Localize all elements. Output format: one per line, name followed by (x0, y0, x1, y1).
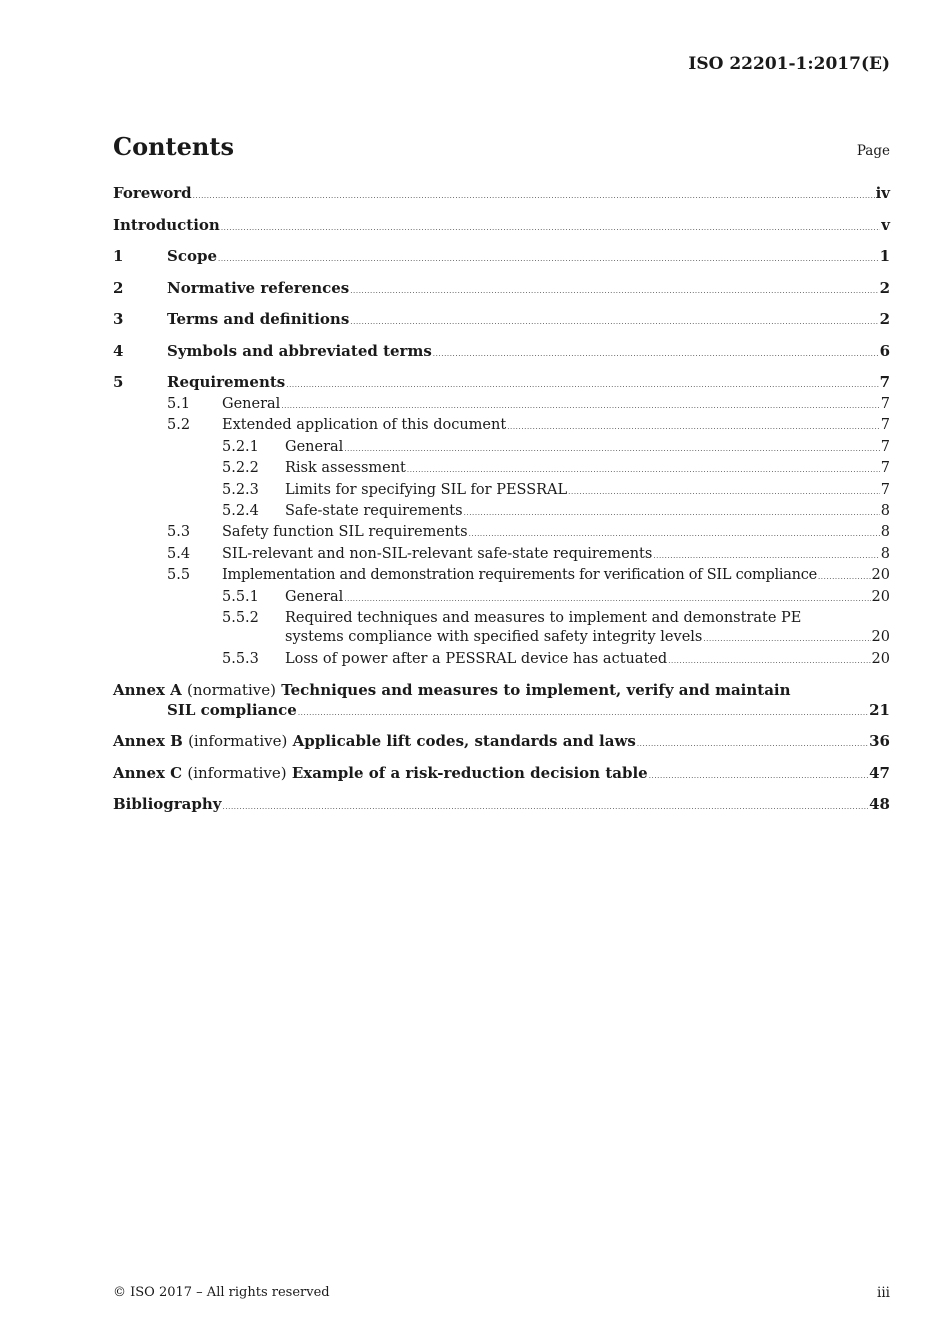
toc-number: 5.5 (167, 567, 191, 584)
toc-entry-5-2[interactable] (113, 416, 890, 437)
annex-label: Annex B (113, 732, 183, 751)
dot-leader (407, 461, 880, 480)
toc-number: 5.5.3 (222, 650, 259, 667)
toc-entry-5-5[interactable] (113, 566, 890, 587)
toc-page: 7 (879, 373, 890, 391)
toc-title: Terms and definitions (167, 310, 350, 328)
toc-title: Loss of power after a PESSRAL device has actuated (285, 650, 668, 667)
toc-title: Safety function SIL requirements (222, 524, 468, 541)
toc-entry-5-2-2[interactable] (113, 459, 890, 480)
dot-leader (637, 734, 868, 754)
dot-leader (703, 630, 870, 649)
dot-leader (218, 249, 879, 269)
toc-page: 20 (871, 650, 890, 667)
toc-number: 5.5.1 (222, 588, 259, 605)
copyright-notice: © ISO 2017 – All rights reserved (113, 1285, 330, 1300)
dot-leader (649, 766, 868, 786)
annex-title-line1: Techniques and measures to implement, verify and maintain (281, 680, 791, 699)
toc-page: 20 (871, 588, 890, 605)
toc-title: Introduction (113, 215, 220, 234)
toc-entry-bibliography[interactable] (113, 794, 890, 817)
toc-number: 5.1 (167, 396, 191, 412)
toc-page: 8 (880, 503, 890, 520)
dot-leader (464, 504, 880, 523)
dot-leader (350, 312, 878, 332)
dot-leader (344, 590, 870, 609)
toc-page: 2 (879, 278, 890, 297)
contents-title: Contents (113, 132, 234, 161)
dot-leader (818, 568, 871, 587)
toc-page: 2 (879, 310, 890, 328)
annex-title: Example of a risk-reduction decision table (291, 763, 648, 782)
toc-title: Symbols and abbreviated terms (167, 341, 432, 360)
dot-leader (507, 418, 880, 437)
toc-entry-5-2-3[interactable] (113, 481, 890, 502)
toc-title: Extended application of this document (222, 417, 507, 434)
annex-label: Annex A (113, 680, 182, 699)
toc-entry-5-1[interactable] (113, 395, 890, 416)
toc-number: 4 (113, 341, 124, 360)
toc-title: Foreword (113, 184, 192, 202)
table-of-contents (113, 183, 890, 817)
toc-title: General (285, 588, 344, 605)
toc-number: 5.4 (167, 545, 191, 562)
toc-title: Implementation and demonstration requirements for verification of SIL compliance (222, 567, 817, 584)
toc-title: Bibliography (113, 795, 222, 814)
toc-page: 7 (880, 438, 890, 455)
toc-number: 5 (113, 373, 124, 391)
annex-type: (normative) (187, 680, 276, 699)
toc-page: 21 (869, 700, 890, 719)
dot-leader (433, 344, 879, 364)
toc-page: 48 (869, 795, 890, 814)
toc-title: Limits for specifying SIL for PESSRAL (285, 481, 568, 498)
dot-leader (281, 397, 879, 416)
dot-leader (568, 483, 880, 502)
toc-number: 5.5.2 (222, 610, 259, 627)
toc-page: 7 (880, 417, 890, 434)
toc-entry-requirements[interactable] (113, 372, 890, 395)
toc-title-line2: systems compliance with specified safety integrity levels (285, 629, 703, 646)
toc-page: 36 (869, 732, 890, 751)
toc-title: Risk assessment (285, 460, 406, 477)
toc-number: 5.2.3 (222, 481, 259, 498)
toc-number: 5.3 (167, 524, 191, 541)
toc-entry-5-2-4[interactable] (113, 502, 890, 523)
document-id: ISO 22201-1:2017(E) (688, 54, 890, 74)
toc-page: v (881, 215, 890, 234)
page-column-label: Page (856, 143, 890, 159)
toc-entry-5-5-1[interactable] (113, 588, 890, 609)
toc-page: 7 (880, 396, 890, 412)
dot-leader (344, 440, 879, 459)
toc-entry-5-2-1[interactable] (113, 438, 890, 459)
toc-entry-5-3[interactable] (113, 523, 890, 544)
dot-leader (221, 218, 880, 238)
annex-label: Annex C (113, 763, 183, 782)
toc-title: SIL-relevant and non-SIL-relevant safe-state requirements (222, 545, 653, 562)
toc-page: 8 (880, 524, 890, 541)
dot-leader (193, 186, 875, 206)
toc-entry-introduction[interactable] (113, 215, 890, 238)
toc-title: Scope (167, 247, 218, 265)
toc-entry-5-5-2[interactable] (113, 609, 890, 650)
toc-entry-annex-c[interactable] (113, 763, 890, 786)
toc-number: 5.2.1 (222, 438, 259, 455)
toc-number: 5.2 (167, 417, 191, 434)
toc-title: Safe-state requirements (285, 503, 463, 520)
toc-title: General (285, 438, 344, 455)
toc-number: 2 (113, 278, 124, 297)
toc-page: 6 (879, 341, 890, 360)
dot-leader (668, 652, 870, 671)
annex-type: (informative) (187, 763, 287, 782)
annex-title: Applicable lift codes, standards and laws (292, 732, 636, 751)
annex-title-line2: SIL compliance (167, 700, 297, 719)
page-number: iii (877, 1285, 890, 1301)
toc-number: 1 (113, 247, 124, 265)
dot-leader (223, 797, 869, 817)
dot-leader (298, 703, 868, 723)
toc-number: 5.2.4 (222, 503, 259, 520)
toc-entry-foreword[interactable] (113, 183, 890, 206)
toc-entry-annex-a[interactable] (113, 680, 890, 723)
toc-title: Requirements (167, 373, 286, 391)
toc-page: iv (875, 184, 890, 202)
dot-leader (286, 375, 878, 395)
toc-entry-terms-definitions[interactable] (113, 309, 890, 332)
dot-leader (653, 547, 879, 566)
annex-type: (informative) (188, 732, 288, 751)
toc-number: 5.2.2 (222, 460, 259, 477)
toc-entry-symbols[interactable] (113, 341, 890, 364)
toc-title: General (222, 396, 281, 412)
toc-page: 7 (880, 481, 890, 498)
dot-leader (350, 281, 878, 301)
toc-entry-normative-references[interactable] (113, 278, 890, 301)
toc-title-line1: Required techniques and measures to implement and demonstrate PE (285, 610, 802, 627)
toc-page: 20 (871, 629, 890, 646)
toc-page: 1 (879, 247, 890, 265)
toc-page: 7 (880, 460, 890, 477)
toc-page: 8 (880, 545, 890, 562)
dot-leader (469, 525, 880, 544)
toc-number: 3 (113, 310, 124, 328)
toc-page: 47 (869, 763, 890, 782)
toc-title: Normative references (167, 278, 350, 297)
toc-entry-annex-b[interactable] (113, 731, 890, 754)
toc-entry-5-5-3[interactable] (113, 650, 890, 671)
toc-page: 20 (871, 567, 890, 584)
toc-entry-scope[interactable] (113, 246, 890, 269)
toc-entry-5-4[interactable] (113, 545, 890, 566)
